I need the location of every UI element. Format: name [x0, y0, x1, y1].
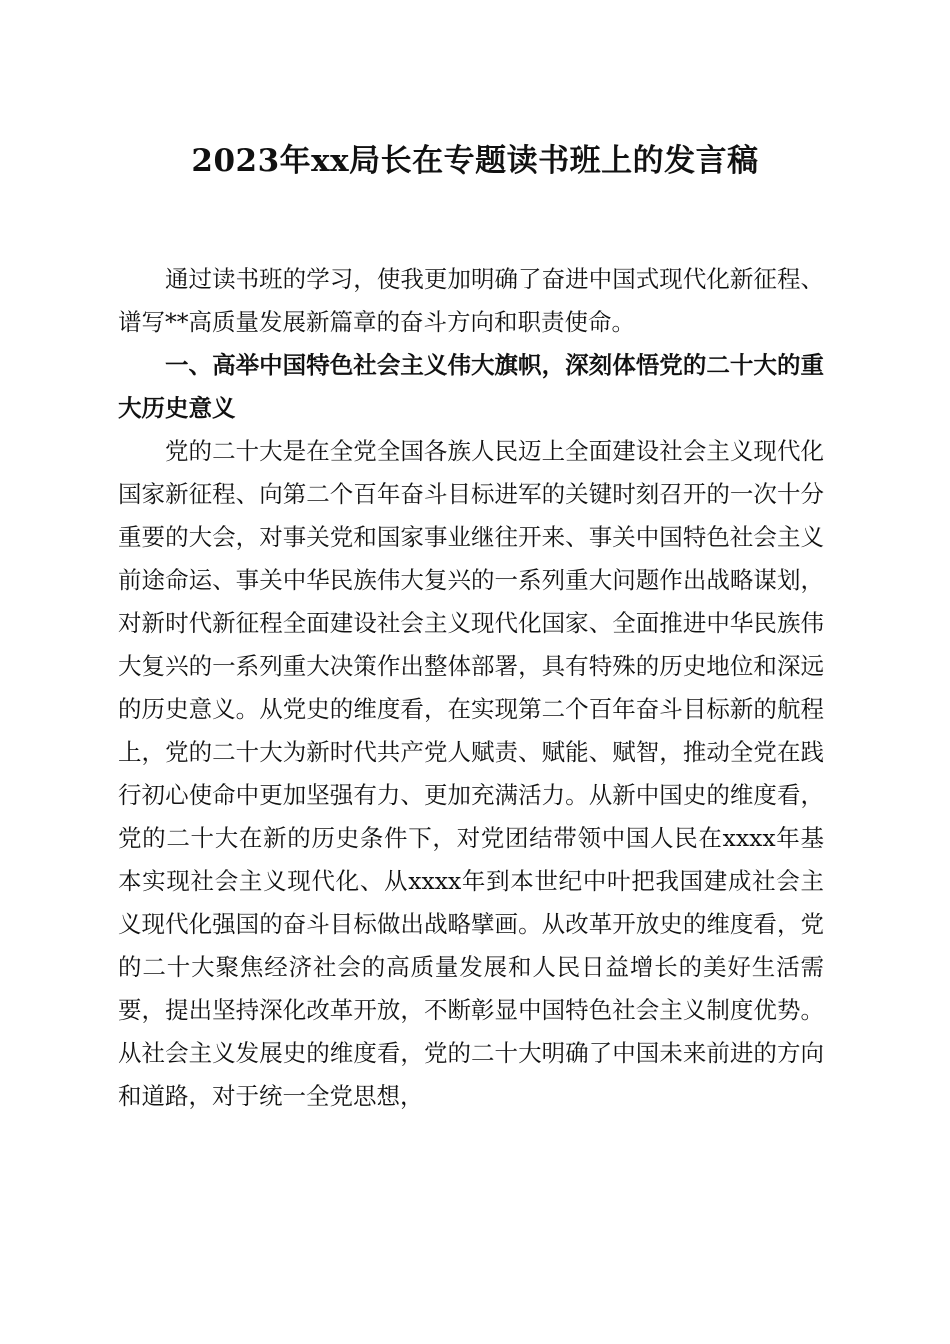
section-paragraph: 党的二十大是在全党全国各族人民迈上全面建设社会主义现代化国家新征程、向第二个百年奋斗目标进军的关键时刻召开的一次十分重要的大会，对事关党和国家事业继往开来、事关中国特色社会主义前途命运、事关中华民族伟大复兴的一系列重大问题作出战略谋划，对新时代新征程全面建设社会主义现代化国家、全面推进中华民族伟大复兴的一系列重大决策作出整体部署，具有特殊的历史地位和深远的历史意义。从党史的维度看，在实现第二个百年奋斗目标新的航程上，党的二十大为新时代共产党人赋责、赋能、赋智，推动全党在践行初心使命中更加坚强有力、更加充满活力。从新中国史的维度看，党的二十大在新的历史条件下，对党团结带领中国人民在xxxx年基本实现社会主义现代化、从xxxx年到本世纪中叶把我国建成社会主义现代化强国的奋斗目标做出战略擘画。从改革开放史的维度看，党的二十大聚焦经济社会的高质量发展和人民日益增长的美好生活需要，提出坚持深化改革开放，不断彰显中国特色社会主义制度优势。从社会主义发展史的维度看，党的二十大明确了中国未来前进的方向和道路，对于统一全党思想， [118, 436, 824, 1110]
intro-paragraph: 通过读书班的学习，使我更加明确了奋进中国式现代化新征程、谱写**高质量发展新篇章的奋斗方向和职责使命。 [118, 264, 824, 336]
section-heading: 一、高举中国特色社会主义伟大旗帜，深刻体悟党的二十大的重大历史意义 [118, 350, 824, 422]
document-title: 2023年xx局长在专题读书班上的发言稿 [191, 143, 759, 179]
